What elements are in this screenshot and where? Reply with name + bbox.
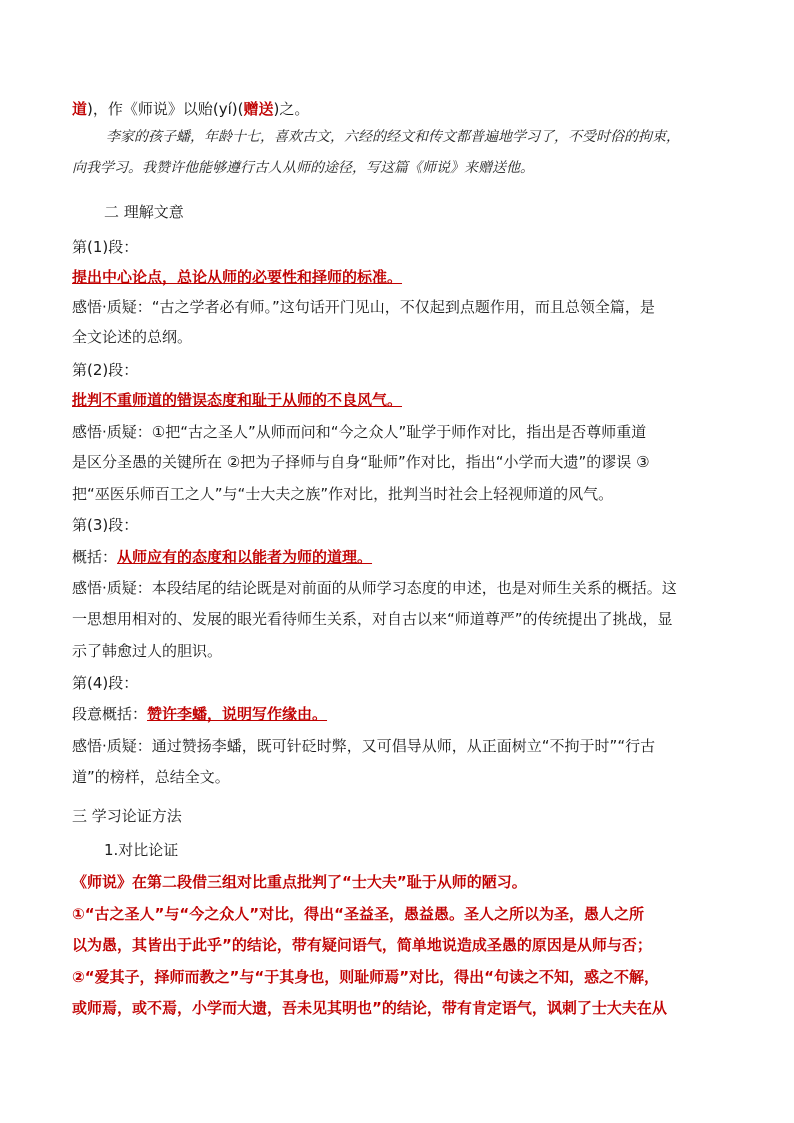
text-line: 感悟·质疑：本段结尾的结论既是对前面的从师学习态度的申述，也是对师生关系的概括。这 xyxy=(72,579,677,597)
text-line xyxy=(72,98,732,120)
subsection-heading: 1.对比论证 xyxy=(104,841,179,859)
text-line: 道”的榜样，总结全文。 xyxy=(72,768,230,786)
analysis-line: ②“爱其子，择师而教之”与“于其身也，则耻师焉”对比，得出“句读之不知，惑之不解， xyxy=(72,968,659,986)
analysis-line: 或师焉，或不焉，小学而大遗，吾未见其明也”的结论，带有肯定语气，讽刺了士大夫在从 xyxy=(72,999,667,1017)
text-span: )，作《师说》以贻(yí)( xyxy=(87,100,244,118)
translation-line: 向我学习。我赞许他能够遵行古人从师的途径，写这篇《师说》来赠送他。 xyxy=(72,160,534,176)
paragraph-summary: 批判不重师道的错误态度和耻于从师的不良风气。 xyxy=(72,391,403,409)
text-line: 全文论述的总纲。 xyxy=(72,328,193,346)
paragraph-summary: 从师应有的态度和以能者为师的道理。 xyxy=(117,548,373,566)
section-heading: 二 理解文意 xyxy=(104,203,184,221)
text-line: 感悟·质疑：通过赞扬李蟠，既可针砭时弊，又可倡导从师，从正面树立“不拘于时”“行古 xyxy=(72,737,656,755)
text-line: 示了韩愈过人的胆识。 xyxy=(72,642,223,660)
paragraph-label: 第(3)段： xyxy=(72,516,139,534)
analysis-line: 以为愚，其皆出于此乎”的结论，带有疑问语气，简单地说造成圣愚的原因是从师与否； xyxy=(72,936,652,954)
text-line xyxy=(72,546,732,568)
summary-prefix: 段意概括： xyxy=(72,705,148,723)
text-line: 是区分圣愚的关键所在 ②把为子择师与自身“耻师”作对比，指出“小学而大遗”的谬误 ③ xyxy=(72,453,650,471)
text-line: 把“巫医乐师百工之人”与“士大夫之族”作对比，批判当时社会上轻视师道的风气。 xyxy=(72,485,614,503)
text-line: 一思想用相对的、发展的眼光看待师生关系，对自古以来“师道尊严”的传统提出了挑战，显 xyxy=(72,610,673,628)
text-line: 感悟·质疑：“古之学者必有师。”这句话开门见山，不仅起到点题作用，而且总领全篇，是 xyxy=(72,298,655,316)
summary-prefix: 概括： xyxy=(72,548,118,566)
text-line: 感悟·质疑：①把“古之圣人”从师而问和“今之众人”耻学于师作对比，指出是否尊师重道 xyxy=(72,423,647,441)
text-span: )之。 xyxy=(273,100,310,118)
analysis-line: 《师说》在第二段借三组对比重点批判了“士大夫”耻于从师的陋习。 xyxy=(72,873,527,891)
translation-line: 李家的孩子蟠，年龄十七，喜欢古文，六经的经文和传文都普遍地学习了，不受时俗的拘束， xyxy=(106,129,680,145)
paragraph-label: 第(4)段： xyxy=(72,674,139,692)
paragraph-label: 第(1)段： xyxy=(72,238,139,256)
highlight-word: 道 xyxy=(72,100,88,118)
text-line xyxy=(72,703,732,725)
paragraph-label: 第(2)段： xyxy=(72,361,139,379)
analysis-line: ①“古之圣人”与“今之众人”对比，得出“圣益圣，愚益愚。圣人之所以为圣，愚人之所 xyxy=(72,905,644,923)
paragraph-summary: 提出中心论点，总论从师的必要性和择师的标准。 xyxy=(72,268,403,286)
paragraph-summary: 赞许李蟠，说明写作缘由。 xyxy=(147,705,328,723)
highlight-word: 赠送 xyxy=(243,100,274,118)
section-heading: 三 学习论证方法 xyxy=(72,807,182,825)
